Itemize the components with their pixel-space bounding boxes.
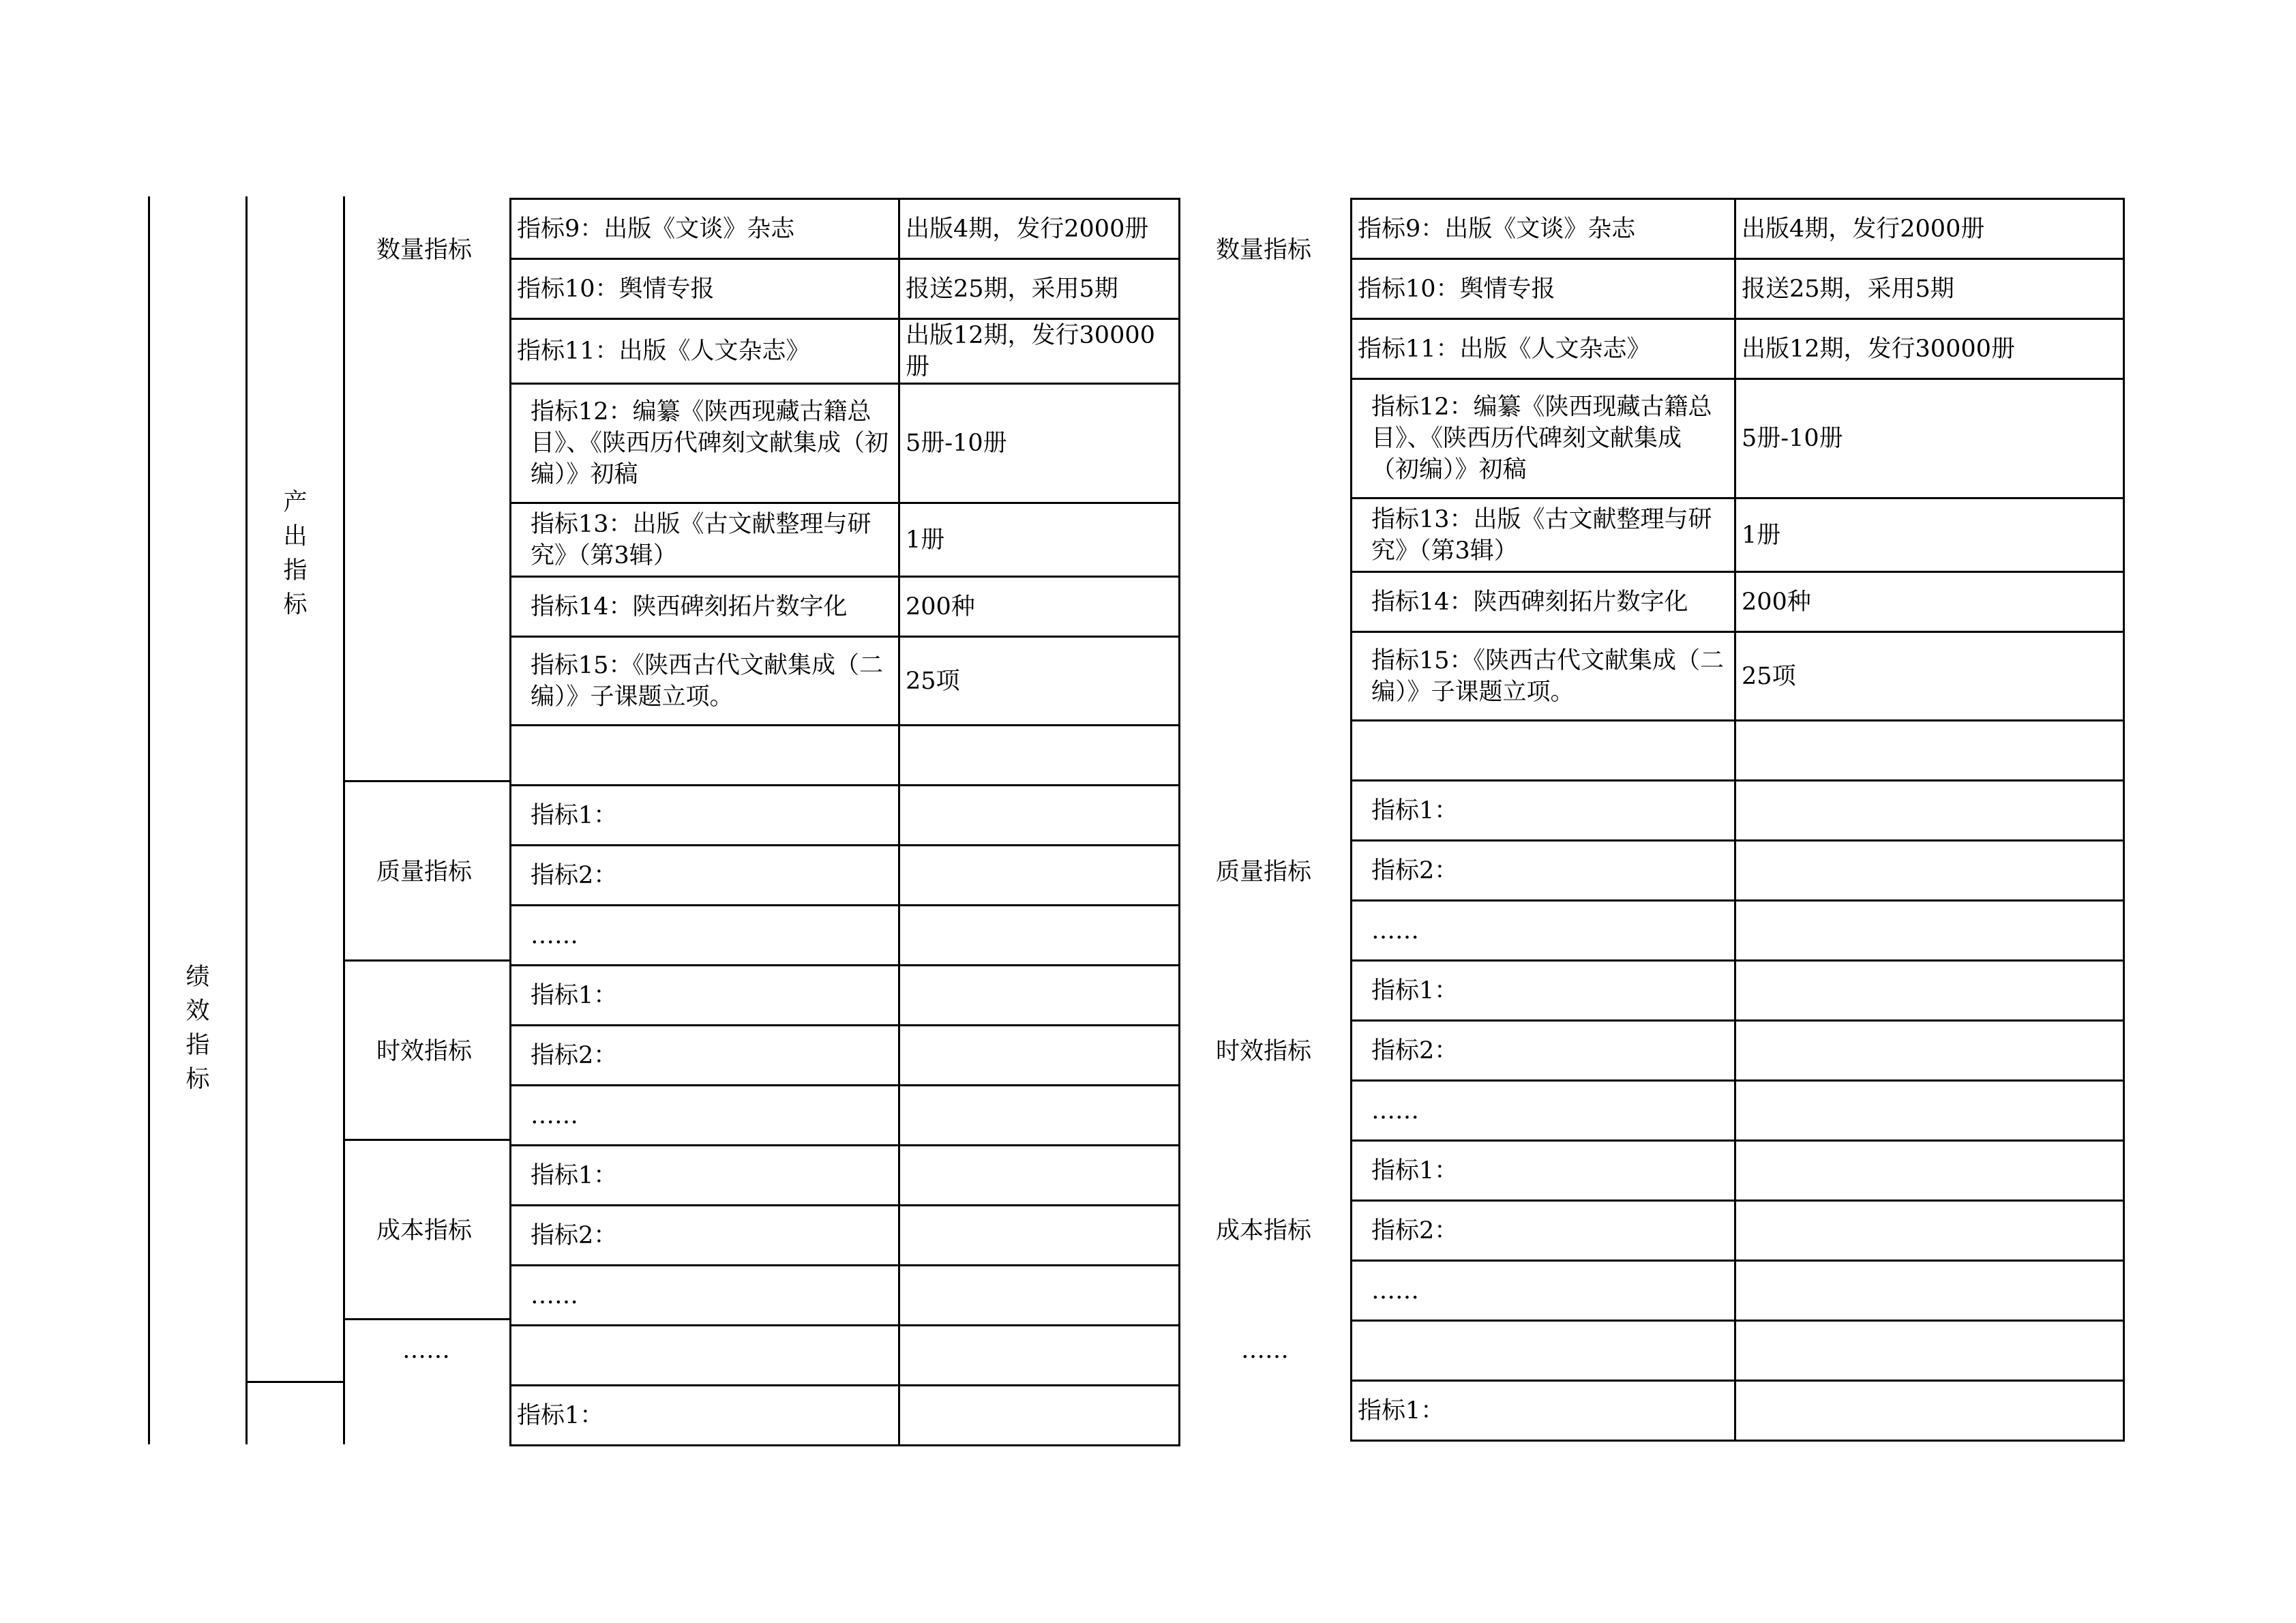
left-timeliness-label: 时效指标 xyxy=(376,1038,473,1065)
left-indicator-row xyxy=(511,1026,1180,1086)
left-indicator-name-cell: …… xyxy=(511,1086,899,1146)
right-indicator-name-cell xyxy=(1352,1321,1735,1381)
right-indicator-name-cell: …… xyxy=(1352,901,1735,961)
outer-label-char-3: 指 xyxy=(185,1032,210,1059)
right-indicator-name-cell xyxy=(1352,721,1735,781)
left-indicator-row xyxy=(511,726,1180,786)
right-indicator-value-cell: 25项 xyxy=(1735,632,2124,721)
outer-label-char-1: 绩 xyxy=(185,964,210,991)
right-indicator-value-cell xyxy=(1735,841,2124,901)
left-indicator-row xyxy=(511,577,1180,637)
right-indicator-row xyxy=(1352,901,2124,961)
category-left-border xyxy=(343,196,345,1444)
right-indicator-value-cell xyxy=(1735,1141,2124,1201)
left-indicator-row xyxy=(511,1326,1180,1386)
right-indicator-value-cell: 出版4期，发行2000册 xyxy=(1735,199,2124,259)
left-indicator-value-cell xyxy=(899,906,1180,966)
left-indicator-name-cell: 指标1： xyxy=(511,966,899,1026)
sub-label-char-3: 指 xyxy=(283,557,308,584)
left-indicator-value-cell: 1册 xyxy=(899,503,1180,577)
right-indicator-value-cell xyxy=(1735,1321,2124,1381)
right-indicator-name-cell: 指标10：舆情专报 xyxy=(1352,259,1735,319)
left-indicator-name-cell: 指标1： xyxy=(511,1146,899,1206)
left-indicator-value-cell xyxy=(899,1086,1180,1146)
right-quantity-label: 数量指标 xyxy=(1216,237,1312,264)
left-indicator-value-cell xyxy=(899,786,1180,846)
left-indicator-name-cell: 指标11：出版《人文杂志》 xyxy=(511,319,899,384)
left-indicator-name-cell: 指标2： xyxy=(511,1026,899,1086)
right-indicator-value-cell xyxy=(1735,901,2124,961)
left-indicator-value-cell: 200种 xyxy=(899,577,1180,637)
right-indicator-name-cell: 指标9：出版《文谈》杂志 xyxy=(1352,199,1735,259)
outer-label-char-4: 标 xyxy=(185,1066,210,1093)
left-indicator-value-cell xyxy=(899,726,1180,786)
left-indicator-name-cell: 指标2： xyxy=(511,846,899,906)
right-indicator-value-cell xyxy=(1735,961,2124,1021)
left-indicator-value-cell: 5册-10册 xyxy=(899,384,1180,503)
left-indicator-table xyxy=(509,198,1180,1446)
left-indicator-value-cell xyxy=(899,1026,1180,1086)
left-indicator-row xyxy=(511,1266,1180,1326)
right-indicator-name-cell: …… xyxy=(1352,1261,1735,1321)
left-indicator-row xyxy=(511,259,1180,319)
right-indicator-row xyxy=(1352,498,2124,572)
left-indicator-value-cell: 出版12期，发行30000册 xyxy=(899,319,1180,384)
right-indicator-name-cell: 指标2： xyxy=(1352,841,1735,901)
right-indicator-name-cell: 指标11：出版《人文杂志》 xyxy=(1352,319,1735,379)
left-indicator-row xyxy=(511,786,1180,846)
right-indicator-row xyxy=(1352,199,2124,259)
left-indicator-row xyxy=(511,1206,1180,1266)
right-indicator-value-cell: 报送25期，采用5期 xyxy=(1735,259,2124,319)
right-indicator-value-cell xyxy=(1735,1381,2124,1441)
sub-label-char-4: 标 xyxy=(283,591,308,619)
left-indicator-name-cell: 指标14：陕西碑刻拓片数字化 xyxy=(511,577,899,637)
right-indicator-value-cell xyxy=(1735,1261,2124,1321)
left-indicator-value-cell xyxy=(899,846,1180,906)
left-indicator-name-cell: 指标1： xyxy=(511,786,899,846)
right-indicator-row xyxy=(1352,1261,2124,1321)
right-indicator-name-cell: 指标2： xyxy=(1352,1021,1735,1081)
right-indicator-name-cell: …… xyxy=(1352,1081,1735,1141)
left-indicator-name-cell: …… xyxy=(511,1266,899,1326)
left-indicator-value-cell xyxy=(899,1206,1180,1266)
right-indicator-row xyxy=(1352,319,2124,379)
right-indicator-value-cell xyxy=(1735,781,2124,841)
right-indicator-row xyxy=(1352,1081,2124,1141)
right-indicator-name-cell: 指标15：《陕西古代文献集成（二编）》子课题立项。 xyxy=(1352,632,1735,721)
right-indicator-row xyxy=(1352,1141,2124,1201)
left-quantity-label: 数量指标 xyxy=(376,237,473,264)
left-indicator-value-cell xyxy=(899,1386,1180,1446)
left-indicator-name-cell: 指标10：舆情专报 xyxy=(511,259,899,319)
right-indicator-row xyxy=(1352,1201,2124,1261)
right-indicator-row xyxy=(1352,379,2124,498)
left-indicator-name-cell: 指标12：编纂《陕西现藏古籍总目》、《陕西历代碑刻文献集成（初编）》初稿 xyxy=(511,384,899,503)
sub-label-char-2: 出 xyxy=(283,523,308,550)
left-indicator-row xyxy=(511,503,1180,577)
left-indicator-value-cell xyxy=(899,966,1180,1026)
left-indicator-value-cell xyxy=(899,1146,1180,1206)
left-indicator-row xyxy=(511,1386,1180,1446)
right-indicator-row xyxy=(1352,632,2124,721)
left-indicator-name-cell: 指标15：《陕西古代文献集成（二编）》子课题立项。 xyxy=(511,637,899,726)
left-indicator-row xyxy=(511,384,1180,503)
sublabel-bottom-border xyxy=(245,1381,345,1383)
left-indicator-name-cell xyxy=(511,1326,899,1386)
left-indicator-name-cell: …… xyxy=(511,906,899,966)
right-timeliness-label: 时效指标 xyxy=(1216,1038,1312,1065)
left-quality-label: 质量指标 xyxy=(376,859,473,886)
right-indicator-value-cell: 出版12期，发行30000册 xyxy=(1735,319,2124,379)
left-indicator-name-cell: 指标9：出版《文谈》杂志 xyxy=(511,199,899,259)
category-quality-bottom xyxy=(343,959,511,962)
right-indicator-row xyxy=(1352,1021,2124,1081)
right-indicator-row xyxy=(1352,572,2124,632)
outer-label-char-2: 效 xyxy=(185,998,210,1025)
sub-label-char-1: 产 xyxy=(283,489,308,516)
right-indicator-row xyxy=(1352,781,2124,841)
right-indicator-name-cell: 指标2： xyxy=(1352,1201,1735,1261)
right-indicator-value-cell xyxy=(1735,721,2124,781)
right-indicator-row xyxy=(1352,721,2124,781)
right-indicator-name-cell: 指标12：编纂《陕西现藏古籍总目》、《陕西历代碑刻文献集成（初编）》初稿 xyxy=(1352,379,1735,498)
right-indicator-value-cell xyxy=(1735,1201,2124,1261)
left-indicator-name-cell: 指标2： xyxy=(511,1206,899,1266)
right-indicator-row xyxy=(1352,1381,2124,1441)
category-quantity-bottom xyxy=(343,780,511,782)
right-quality-label: 质量指标 xyxy=(1216,859,1312,886)
left-indicator-value-cell xyxy=(899,1326,1180,1386)
right-indicator-name-cell: 指标1： xyxy=(1352,961,1735,1021)
left-indicator-value-cell: 25项 xyxy=(899,637,1180,726)
left-cost-label: 成本指标 xyxy=(376,1217,473,1245)
right-indicator-row xyxy=(1352,259,2124,319)
outer-left-border xyxy=(148,196,150,1444)
right-indicator-name-cell: 指标1： xyxy=(1352,781,1735,841)
right-indicator-name-cell: 指标13：出版《古文献整理与研究》（第3辑） xyxy=(1352,498,1735,572)
category-time-bottom xyxy=(343,1139,511,1141)
performance-indicator-label xyxy=(184,960,211,1097)
right-indicator-rows xyxy=(1352,199,2124,1441)
right-more-label: …… xyxy=(1241,1337,1289,1364)
right-indicator-table xyxy=(1350,198,2125,1442)
right-indicator-row xyxy=(1352,961,2124,1021)
right-indicator-name-cell: 指标1： xyxy=(1352,1141,1735,1201)
left-indicator-row xyxy=(511,319,1180,384)
category-cost-bottom xyxy=(343,1318,511,1320)
output-indicator-label xyxy=(282,486,309,622)
right-indicator-row xyxy=(1352,841,2124,901)
left-indicator-name-cell xyxy=(511,726,899,786)
left-indicator-row xyxy=(511,966,1180,1026)
left-more-label: …… xyxy=(402,1337,450,1364)
left-indicator-row xyxy=(511,906,1180,966)
left-indicator-value-cell: 出版4期，发行2000册 xyxy=(899,199,1180,259)
right-indicator-name-cell: 指标14：陕西碑刻拓片数字化 xyxy=(1352,572,1735,632)
left-indicator-value-cell: 报送25期，采用5期 xyxy=(899,259,1180,319)
left-indicator-name-cell: 指标13：出版《古文献整理与研究》（第3辑） xyxy=(511,503,899,577)
left-indicator-value-cell xyxy=(899,1266,1180,1326)
right-indicator-value-cell xyxy=(1735,1021,2124,1081)
left-indicator-name-cell: 指标1： xyxy=(511,1386,899,1446)
right-indicator-value-cell: 1册 xyxy=(1735,498,2124,572)
left-indicator-row xyxy=(511,1146,1180,1206)
left-indicator-row xyxy=(511,637,1180,726)
right-indicator-value-cell: 200种 xyxy=(1735,572,2124,632)
right-indicator-value-cell: 5册-10册 xyxy=(1735,379,2124,498)
left-indicator-row xyxy=(511,846,1180,906)
right-indicator-name-cell: 指标1： xyxy=(1352,1381,1735,1441)
left-indicator-rows xyxy=(511,199,1180,1446)
sublabel-left-border xyxy=(245,196,248,1444)
left-indicator-row xyxy=(511,199,1180,259)
right-cost-label: 成本指标 xyxy=(1216,1217,1312,1245)
right-indicator-value-cell xyxy=(1735,1081,2124,1141)
right-indicator-row xyxy=(1352,1321,2124,1381)
left-indicator-row xyxy=(511,1086,1180,1146)
